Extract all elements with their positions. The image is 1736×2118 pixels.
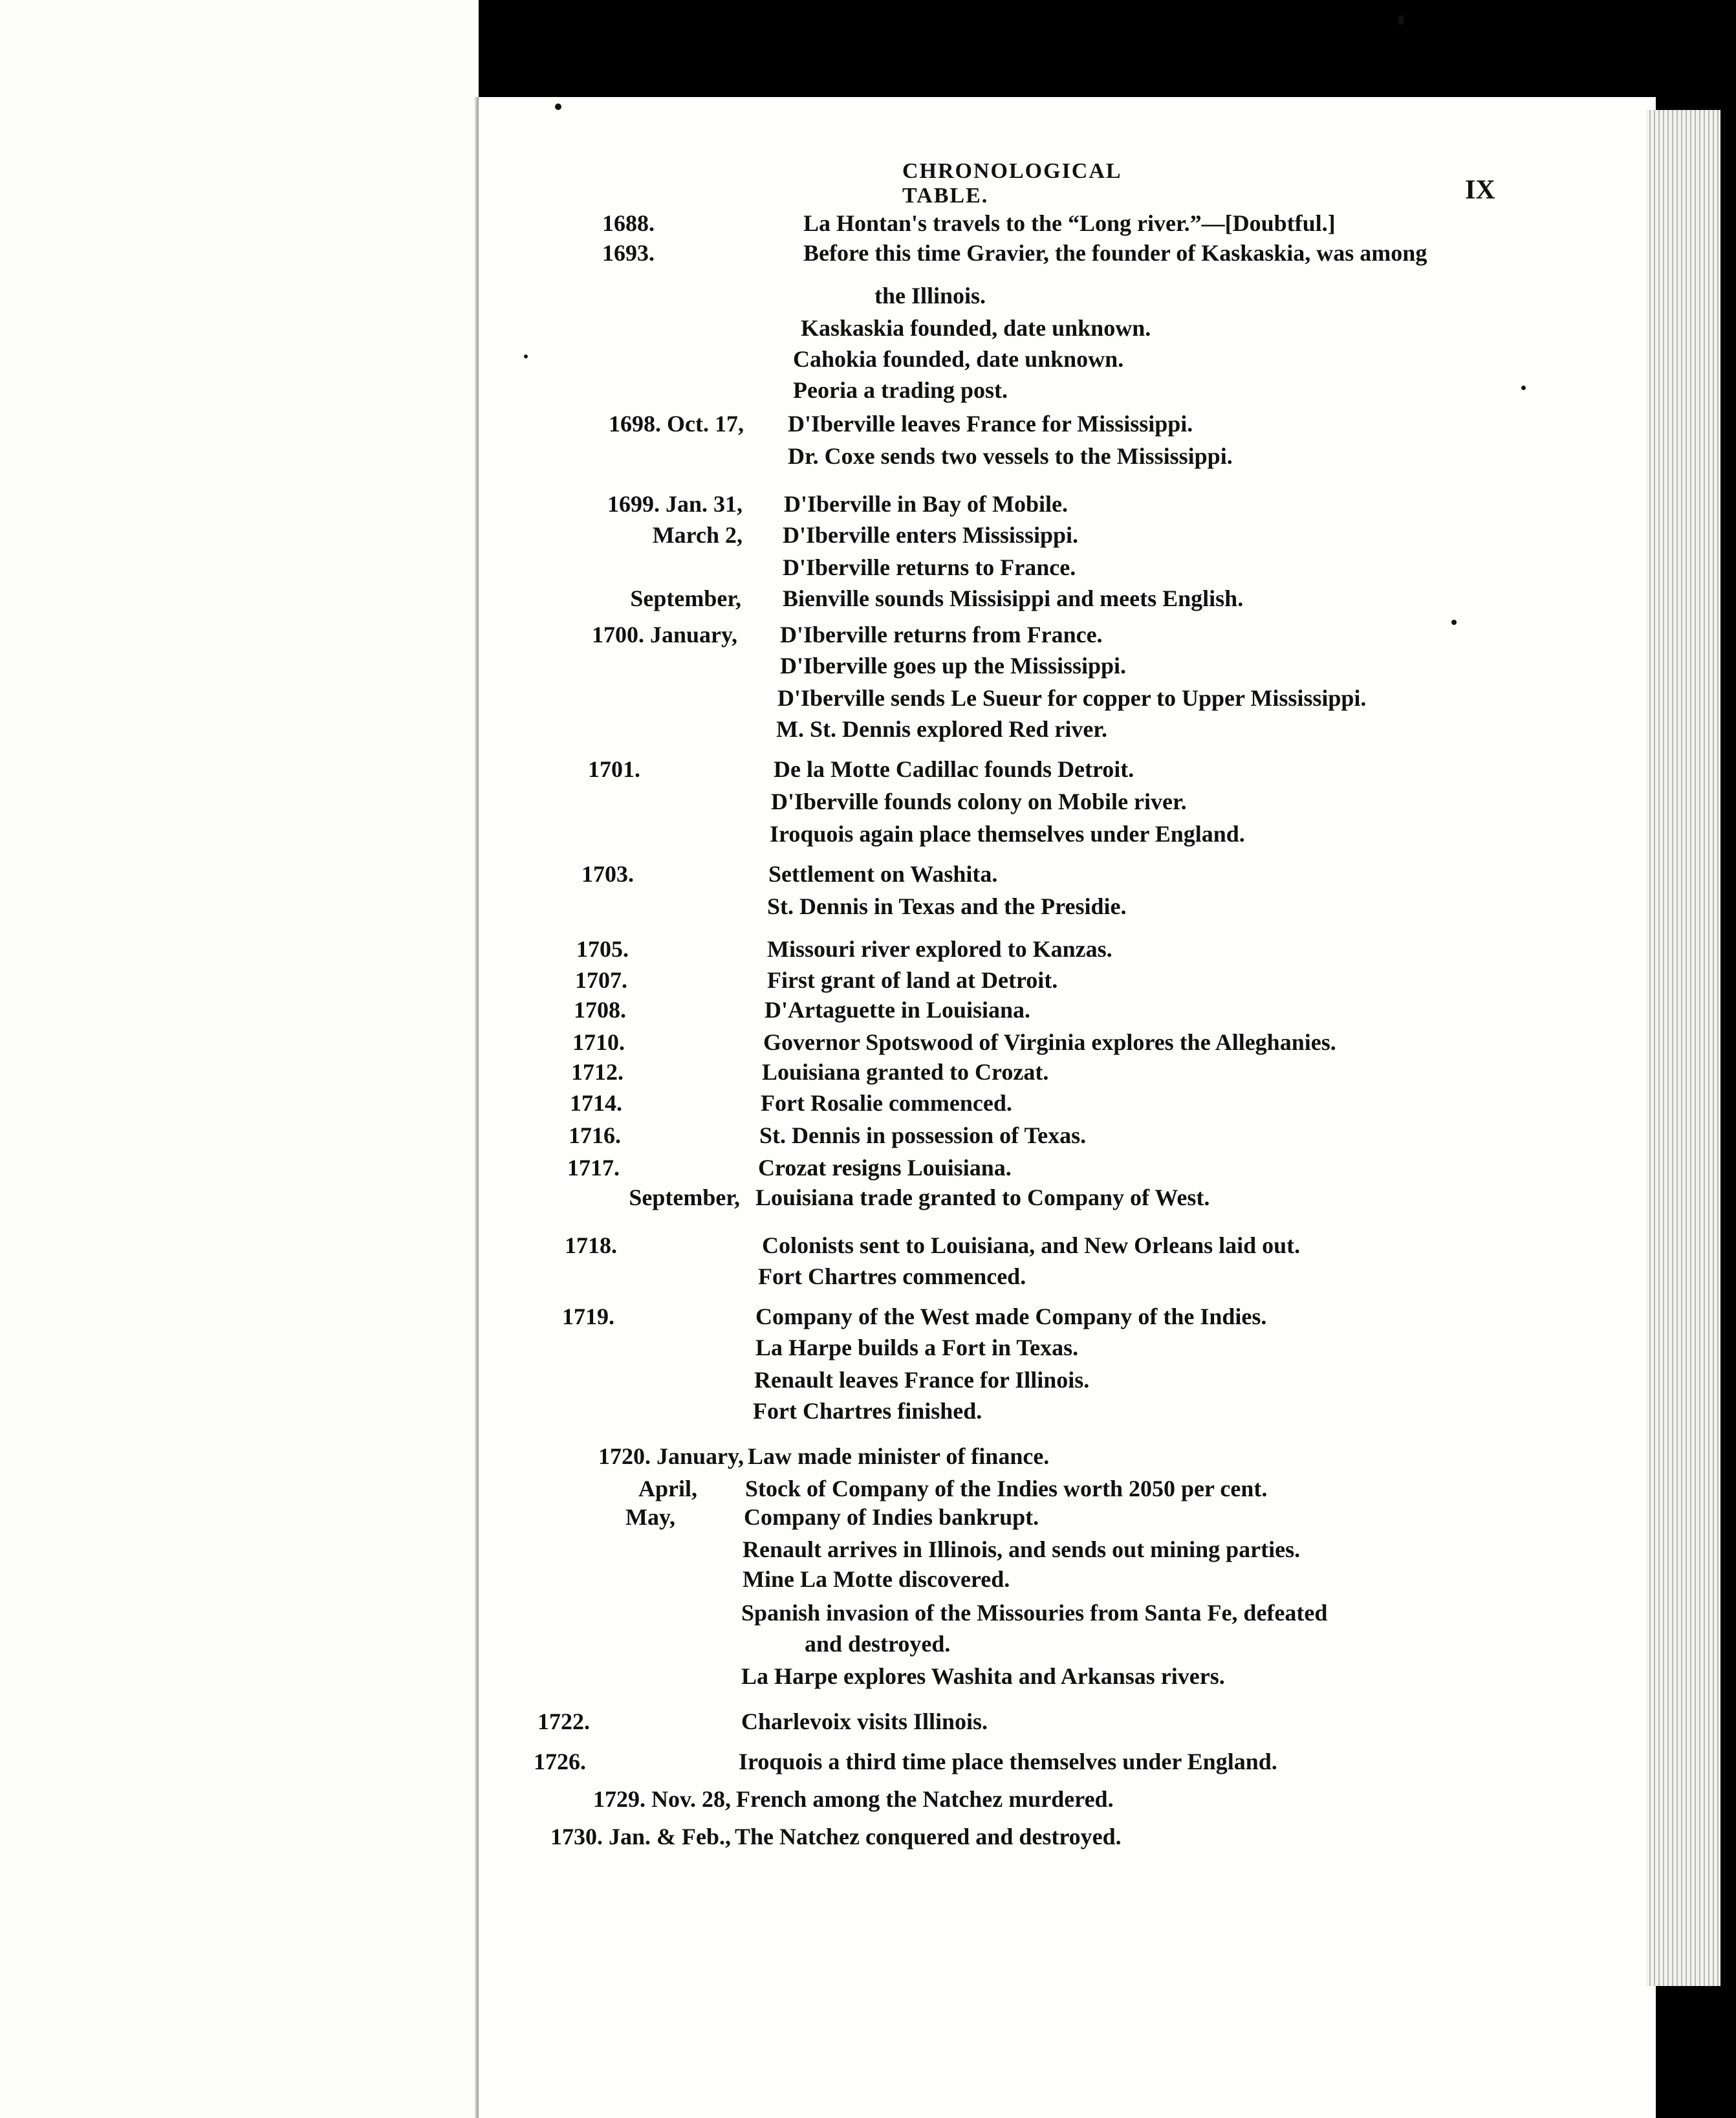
entry-event: Before this time Gravier, the founder of Kaskaskia, was among [803, 240, 1427, 266]
entry-event: La Harpe builds a Fort in Texas. [755, 1335, 1079, 1360]
entry-event: Law made minister of finance. [748, 1443, 1050, 1469]
entry-event: Fort Chartres finished. [753, 1398, 982, 1424]
entry-event: St. Dennis in possession of Texas. [759, 1122, 1087, 1148]
entry-date: 1688. [602, 210, 655, 236]
entry-event: D'Iberville founds colony on Mobile river. [771, 789, 1187, 814]
entry-event: Colonists sent to Louisiana, and New Orleans laid out. [762, 1232, 1301, 1258]
entry-event: Dr. Coxe sends two vessels to the Mississippi. [788, 443, 1233, 469]
entry-event: First grant of land at Detroit. [767, 967, 1058, 993]
entry-date: 1716. [569, 1122, 621, 1148]
entry-date: 1699. Jan. 31, [607, 491, 743, 517]
entry-event: Louisiana granted to Crozat. [762, 1059, 1049, 1085]
entry-date: 1719. [562, 1304, 614, 1329]
entry-date: 1726. [534, 1749, 586, 1774]
entry-event: D'Iberville in Bay of Mobile. [784, 491, 1068, 517]
entry-event: St. Dennis in Texas and the Presidie. [767, 893, 1127, 919]
entry-event: Settlement on Washita. [768, 861, 998, 887]
entry-date: 1710. [572, 1029, 625, 1055]
entry-event: D'Iberville returns to France. [783, 554, 1076, 580]
entry-event: La Hontan's travels to the “Long river.”—[Doubtful.] [803, 210, 1336, 236]
entry-date: April, [638, 1476, 697, 1501]
entry-date: March 2, [652, 522, 743, 548]
entry-date: September, [630, 585, 741, 611]
entry-event: Cahokia founded, date unknown. [793, 346, 1124, 372]
entry-event: and destroyed. [805, 1631, 951, 1657]
entry-event: French among the Natchez murdered. [736, 1786, 1114, 1812]
entry-date: May, [625, 1504, 675, 1530]
entry-date: 1717. [567, 1155, 620, 1181]
entry-date: 1707. [575, 967, 627, 993]
entry-event: Company of Indies bankrupt. [744, 1504, 1039, 1530]
entry-event: Bienville sounds Missisippi and meets English. [783, 585, 1244, 611]
entry-event: D'Artaguette in Louisiana. [765, 997, 1031, 1023]
entry-event: La Harpe explores Washita and Arkansas rivers. [741, 1663, 1225, 1689]
entry-event: Crozat resigns Louisiana. [758, 1155, 1012, 1181]
entry-date: 1729. Nov. 28, [592, 1786, 731, 1812]
entry-event: Kaskaskia founded, date unknown. [801, 315, 1151, 341]
entry-event: Peoria a trading post. [793, 377, 1008, 403]
entry-event: Charlevoix visits Illinois. [741, 1709, 988, 1734]
entry-event: De la Motte Cadillac founds Detroit. [774, 756, 1134, 782]
entry-date: 1705. [576, 936, 629, 962]
entry-event: Renault arrives in Illinois, and sends out mining parties. [743, 1536, 1301, 1562]
entry-date: 1718. [565, 1232, 617, 1258]
entry-event: M. St. Dennis explored Red river. [776, 716, 1107, 742]
entry-event: D'Iberville returns from France. [780, 622, 1103, 648]
page-number: IX [1465, 175, 1495, 205]
entry-event: Missouri river explored to Kanzas. [767, 936, 1112, 962]
entry-event: D'Iberville goes up the Mississippi. [780, 653, 1127, 679]
entry-date: 1698. Oct. 17, [609, 411, 744, 437]
entry-event: Spanish invasion of the Missouries from Santa Fe, defeated [741, 1600, 1328, 1626]
entry-date: 1700. January, [591, 622, 737, 648]
entry-event: Fort Rosalie commenced. [761, 1090, 1012, 1116]
entry-event: D'Iberville enters Mississippi. [783, 522, 1078, 548]
entry-event: The Natchez conquered and destroyed. [735, 1824, 1122, 1850]
entry-date: 1708. [574, 997, 626, 1023]
entry-event: D'Iberville sends Le Sueur for copper to Upper Mississippi. [777, 685, 1367, 711]
entry-date: 1722. [537, 1709, 590, 1734]
entry-event: Louisiana trade granted to Company of West. [755, 1185, 1210, 1210]
entry-event: Company of the West made Company of the Indies. [755, 1304, 1267, 1329]
entry-date: 1714. [570, 1090, 622, 1116]
entry-event: Iroquois a third time place themselves under England. [739, 1749, 1277, 1774]
entry-event: Governor Spotswood of Virginia explores the Alleghanies. [763, 1029, 1336, 1055]
running-header: CHRONOLOGICAL TABLE. [902, 159, 1121, 208]
entry-event: Iroquois again place themselves under England. [770, 821, 1245, 847]
entry-event: Stock of Company of the Indies worth 2050 per cent. [745, 1476, 1268, 1501]
entry-event: Renault leaves France for Illinois. [754, 1367, 1090, 1393]
entry-event: the Illinois. [874, 283, 986, 309]
entry-date: 1701. [588, 756, 640, 782]
entry-event: D'Iberville leaves France for Mississippi. [788, 411, 1193, 437]
entry-date: 1730. Jan. & Feb., [550, 1824, 731, 1850]
entry-date: September, [629, 1185, 740, 1210]
entry-date: 1693. [602, 240, 655, 266]
entry-date: 1712. [571, 1059, 624, 1085]
entry-event: Mine La Motte discovered. [743, 1566, 1010, 1592]
entry-date: 1703. [581, 861, 634, 887]
entry-event: Fort Chartres commenced. [758, 1263, 1026, 1289]
entry-date: 1720. January, [598, 1443, 744, 1469]
